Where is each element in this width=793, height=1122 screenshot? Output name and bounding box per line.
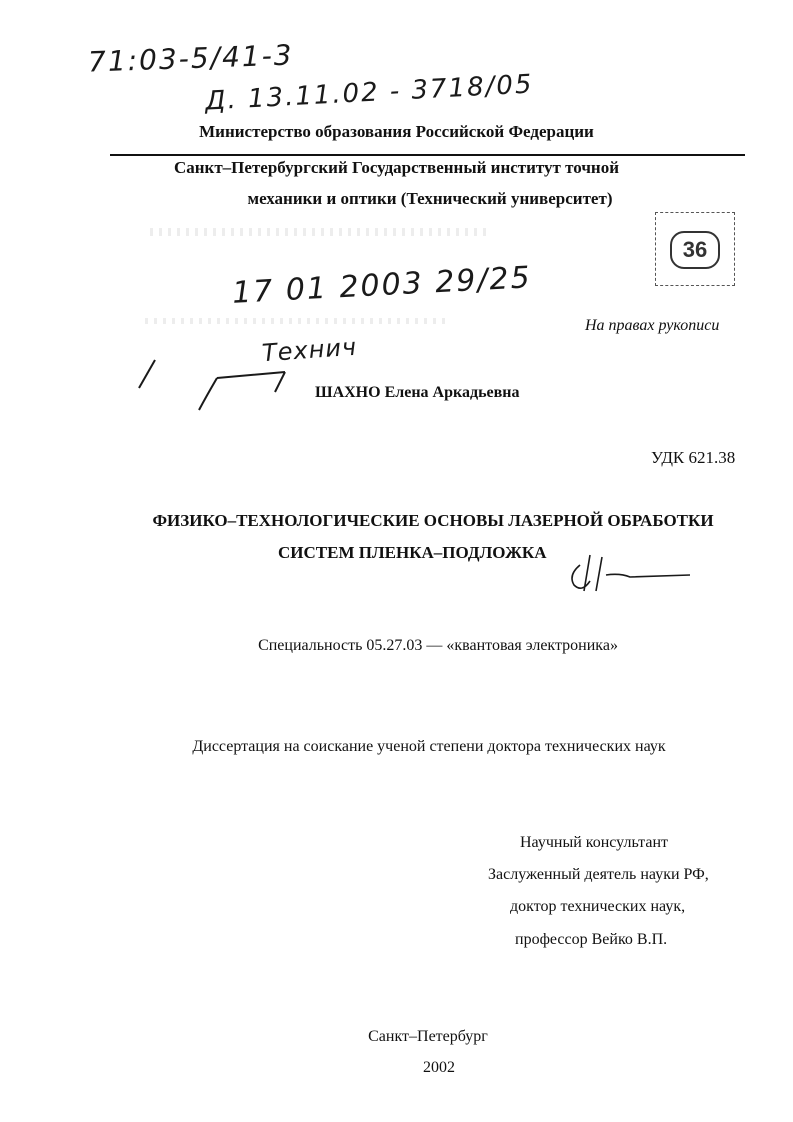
handwritten-registration-code: Д. 13.11.02 - 3718/05 bbox=[204, 69, 535, 117]
stamp-badge bbox=[670, 231, 720, 269]
author-name: ШАХНО Елена Аркадьевна bbox=[315, 384, 520, 401]
handwritten-scribble bbox=[125, 340, 325, 420]
dissertation-title-line-2: СИСТЕМ ПЛЕНКА–ПОДЛОЖКА bbox=[278, 543, 547, 562]
dissertation-statement: Диссертация на соискание ученой степени доктора технических наук bbox=[192, 738, 666, 755]
handwritten-date-stamp: 17 01 2003 29/25 bbox=[231, 260, 533, 311]
scribble-stroke bbox=[199, 372, 285, 410]
handwritten-archive-code: 71:03-5/41-3 bbox=[87, 38, 295, 79]
advisor-name: профессор Вейко В.П. bbox=[515, 931, 668, 948]
stamp-text: 36 bbox=[682, 237, 708, 262]
header-divider bbox=[110, 154, 745, 156]
institute-line-1: Санкт–Петербургский Государственный институт точной bbox=[173, 158, 620, 177]
footer-city: Санкт–Петербург bbox=[368, 1028, 488, 1045]
advisor-degree: доктор технических наук, bbox=[510, 898, 686, 915]
institute-line-2: механики и оптики (Технический университет) bbox=[247, 189, 613, 208]
dissertation-title-line-1: ФИЗИКО–ТЕХНОЛОГИЧЕСКИЕ ОСНОВЫ ЛАЗЕРНОЙ ОБРАБОТКИ bbox=[152, 511, 714, 530]
ministry-heading: Министерство образования Российской Федерации bbox=[199, 122, 594, 141]
scan-artifact bbox=[150, 228, 490, 236]
signature-stroke bbox=[572, 555, 690, 591]
udk-code: УДК 621.38 bbox=[651, 448, 736, 467]
scribble-slash bbox=[139, 360, 155, 388]
handwritten-signature bbox=[560, 545, 700, 605]
advisor-honor: Заслуженный деятель науки РФ, bbox=[488, 866, 709, 883]
footer-year: 2002 bbox=[423, 1059, 455, 1076]
advisor-title: Научный консультант bbox=[520, 834, 668, 851]
handwritten-margin-note: Технич bbox=[261, 332, 358, 368]
manuscript-note: На правах рукописи bbox=[585, 317, 720, 334]
library-stamp bbox=[655, 212, 735, 286]
specialty-line: Специальность 05.27.03 — «квантовая электроника» bbox=[258, 637, 618, 654]
scan-artifact bbox=[145, 318, 445, 324]
